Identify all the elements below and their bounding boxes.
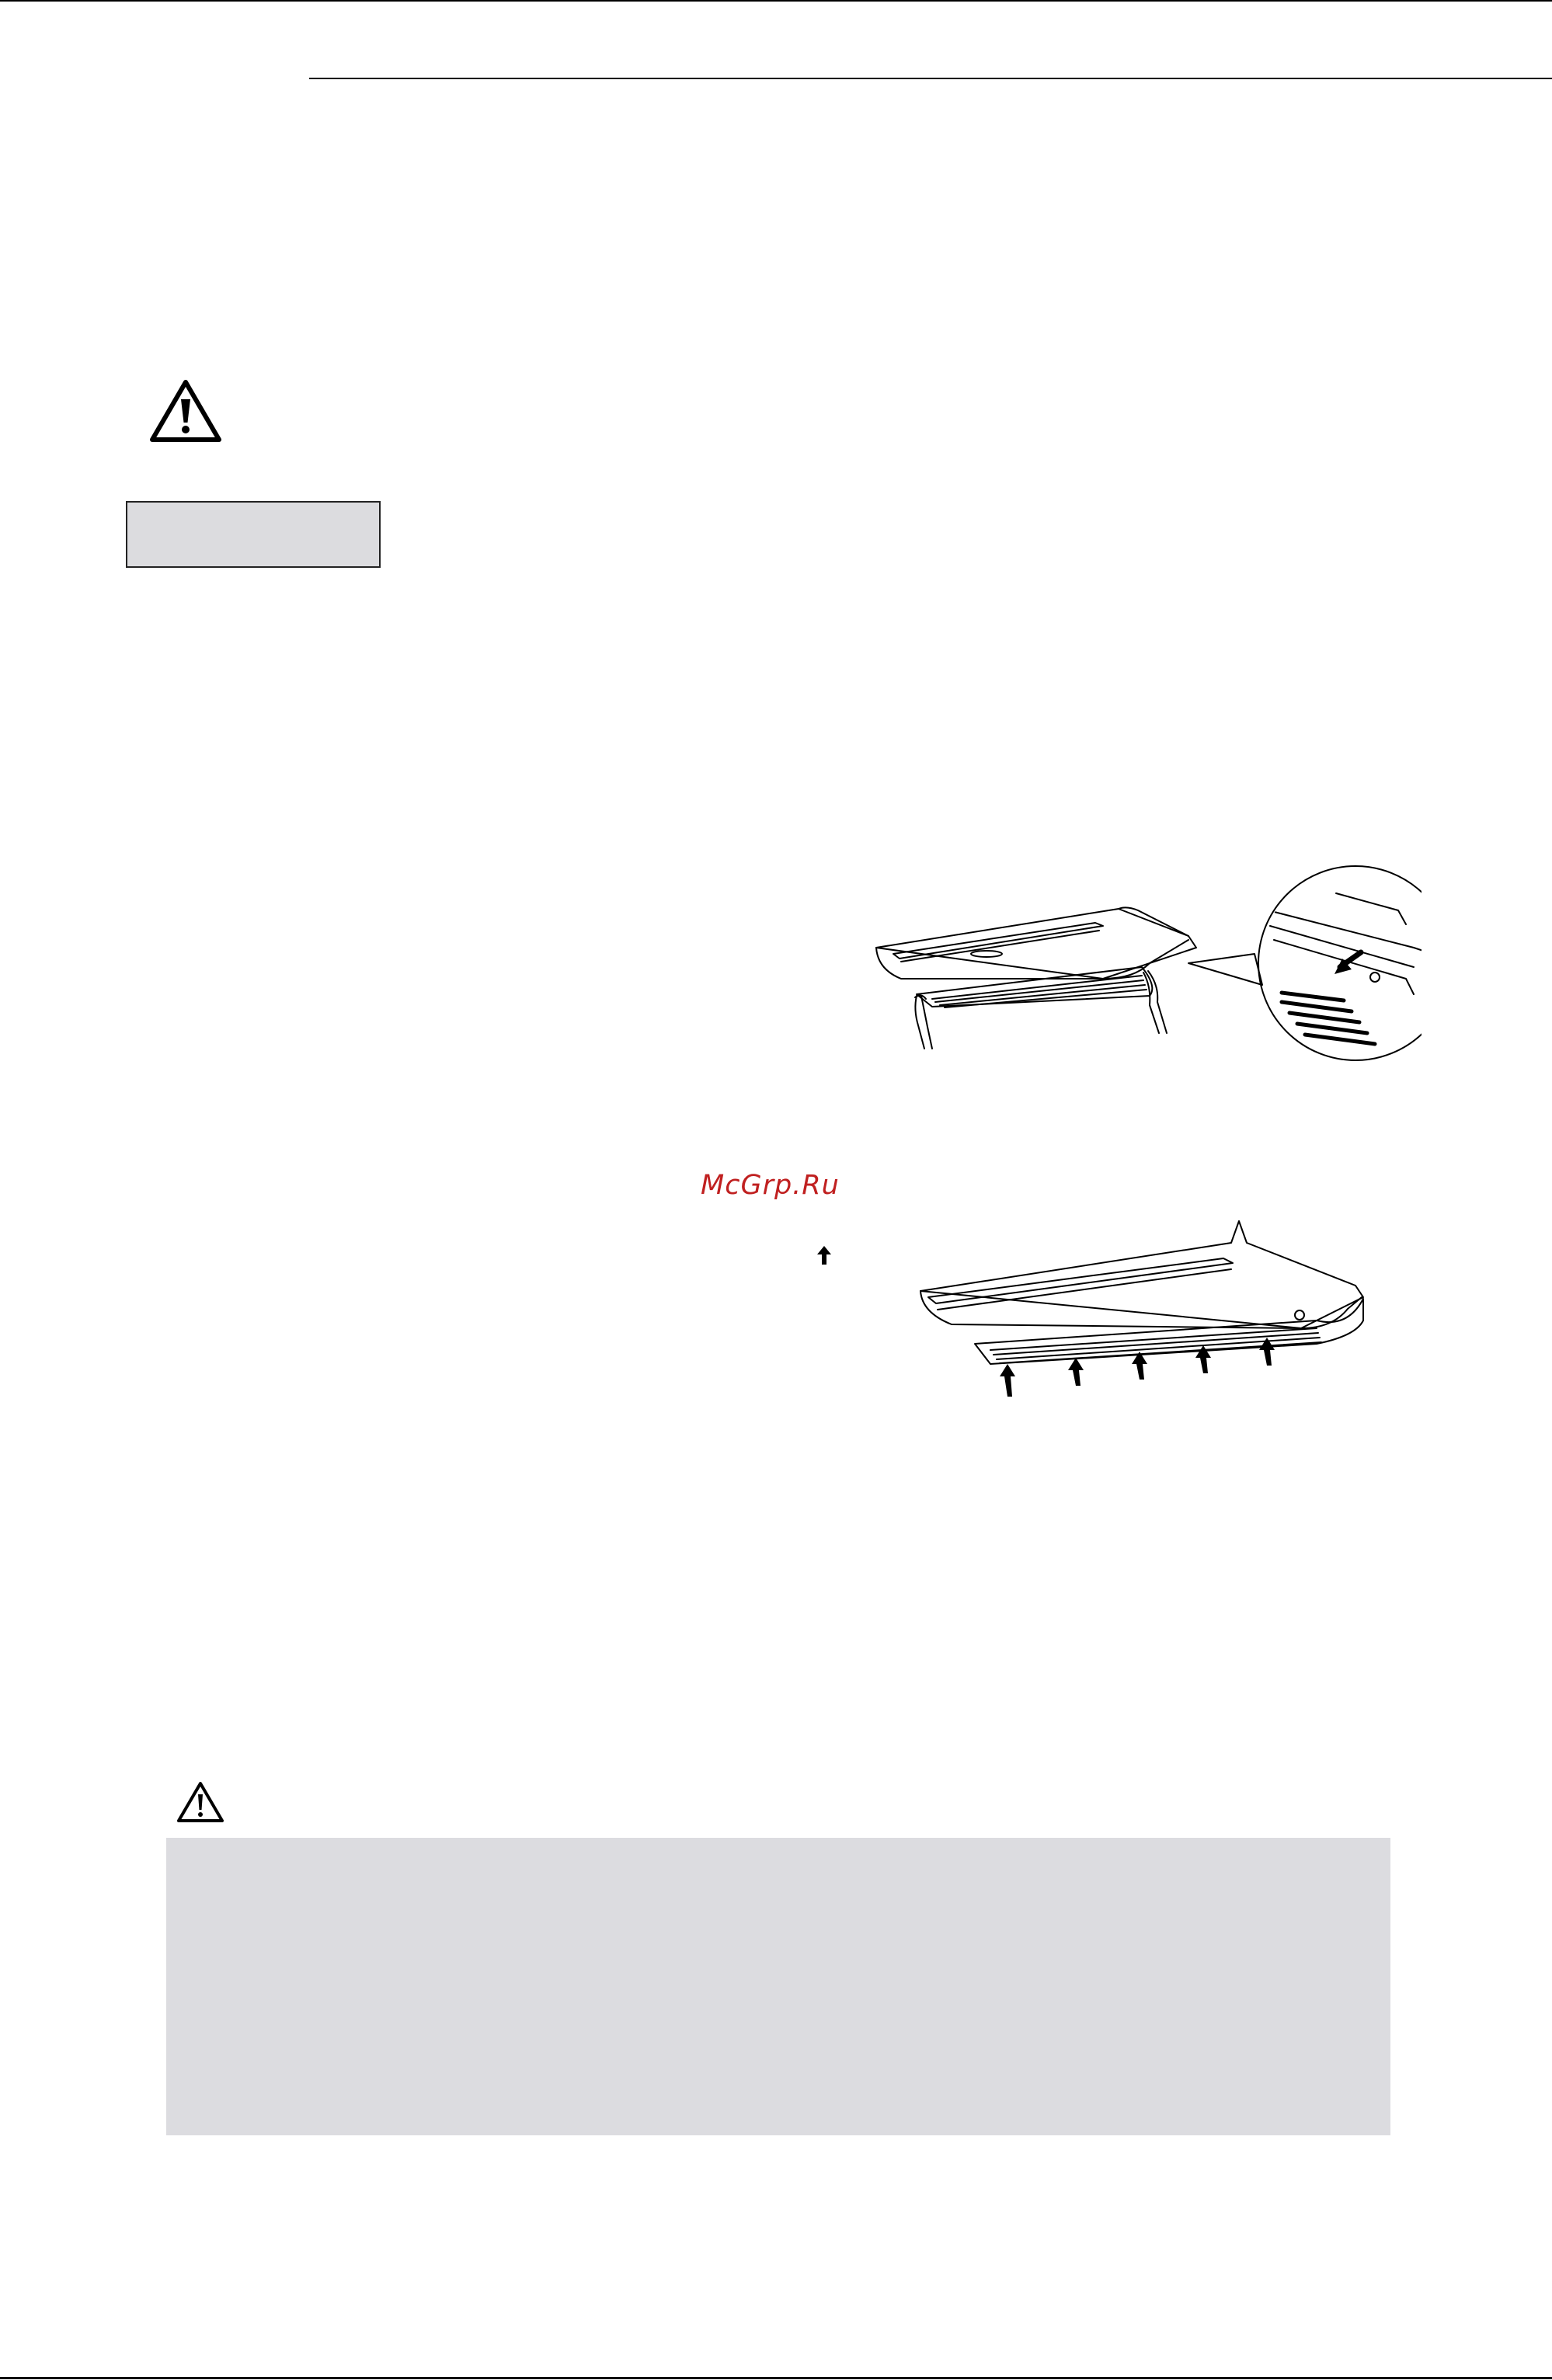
top-border-line	[0, 0, 1552, 2]
bottom-border-line	[0, 2377, 1552, 2379]
ceiling-unit-grille-release-illustration	[870, 862, 1422, 1064]
caution-triangle-icon	[176, 1780, 225, 1824]
section-label-box	[126, 501, 381, 568]
ceiling-unit-grille-close-illustration	[913, 1212, 1379, 1398]
header-rule	[309, 78, 1552, 79]
watermark-text: McGrp.Ru	[701, 1170, 840, 1201]
up-arrow-icon	[816, 1244, 833, 1266]
caution-panel	[166, 1838, 1390, 2135]
warning-triangle-icon	[148, 378, 224, 444]
